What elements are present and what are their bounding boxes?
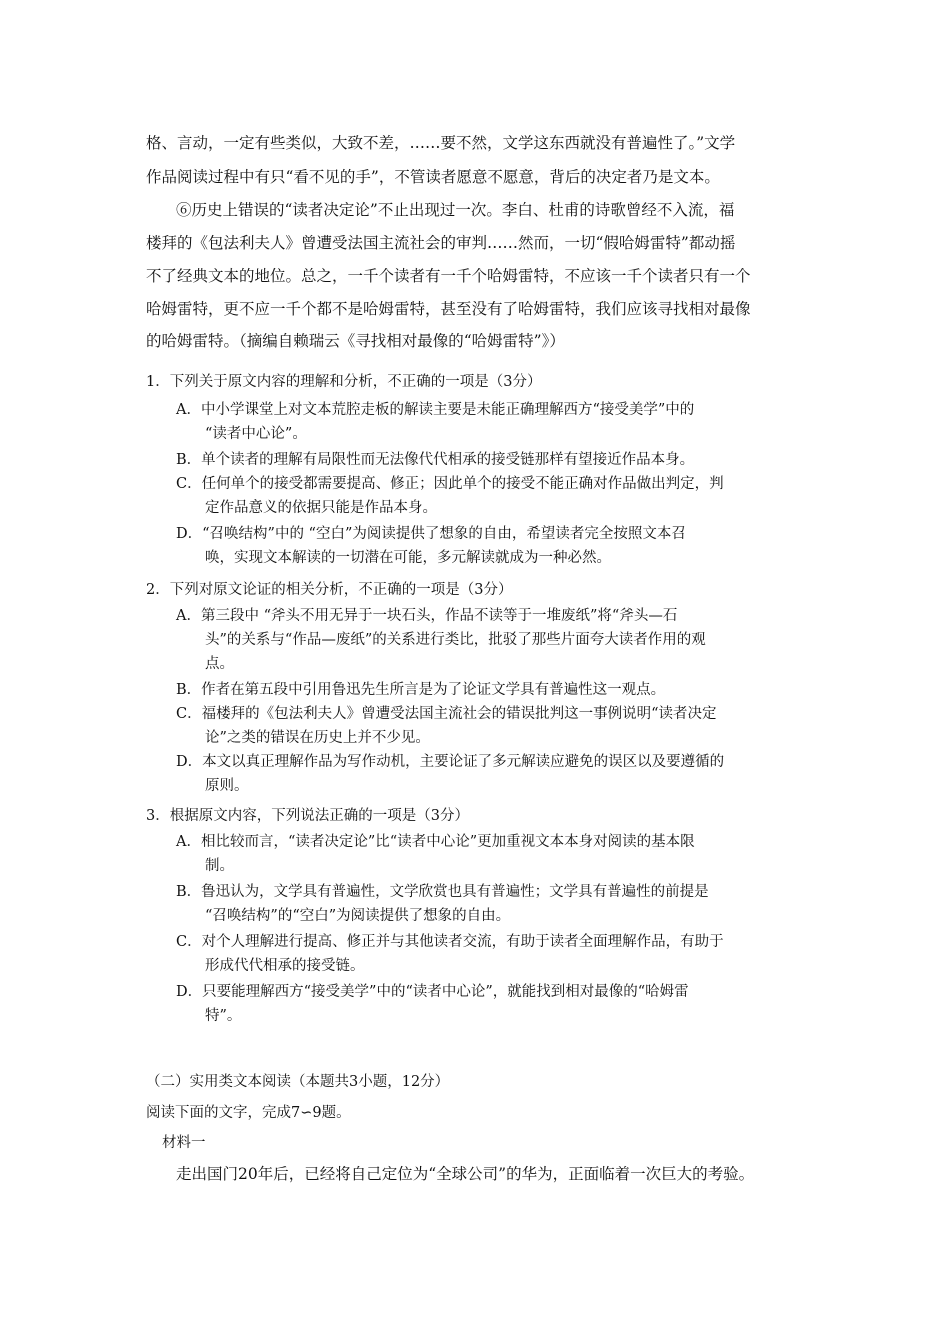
question-2-option-a-cont: 头”的关系与“作品—废纸”的关系进行类比，批驳了那些片面夸大读者作用的观 <box>205 632 706 648</box>
question-2-option-c-cont: 论”之类的错误在历史上并不少见。 <box>205 730 430 746</box>
question-2-option-a: A．第三段中 “斧头不用无异于一块石头，作品不读等于一堆废纸”将“斧头—石 <box>176 608 678 624</box>
question-3-option-a-cont: 制。 <box>205 858 234 874</box>
passage-line: 作品阅读过程中有只“看不见的手”，不管读者愿意不愿意，背后的决定者乃是文本。 <box>146 168 720 186</box>
material-label: 材料一 <box>162 1135 206 1151</box>
section-2-instruction: 阅读下面的文字，完成7∽9题。 <box>146 1105 351 1121</box>
passage-line: 楼拜的《包法利夫人》曾遭受法国主流社会的审判……然而，一切“假哈姆雷特”都动摇 <box>146 234 736 252</box>
passage-paragraph-6: ⑥历史上错误的“读者决定论”不止出现过一次。李白、杜甫的诗歌曾经不入流，福 <box>176 201 735 219</box>
question-3-option-b-cont: “召唤结构”的“空白”为阅读提供了想象的自由。 <box>205 908 511 924</box>
question-3-option-c: C．对个人理解进行提高、修正并与其他读者交流，有助于读者全面理解作品，有助于 <box>176 934 724 950</box>
question-2-option-d: D．本文以真正理解作品为写作动机，主要论证了多元解读应避免的误区以及要遵循的 <box>176 754 725 770</box>
passage-source: 的哈姆雷特。（摘编自赖瑞云《寻找相对最像的“哈姆雷特”》） <box>146 332 565 350</box>
question-2-option-a-cont2: 点。 <box>205 656 234 672</box>
passage-line: 格、言动，一定有些类似，大致不差，……要不然，文学这东西就没有普遍性了。”文学 <box>146 134 736 152</box>
question-3-stem: 3．根据原文内容，下列说法正确的一项是（3分） <box>146 808 469 824</box>
question-3-option-d-cont: 特”。 <box>205 1008 242 1024</box>
question-1-stem: 1．下列关于原文内容的理解和分析，不正确的一项是（3分） <box>146 374 542 390</box>
question-1-option-a-cont: “读者中心论”。 <box>205 426 307 442</box>
question-1-option-c-cont: 定作品意义的依据只能是作品本身。 <box>205 500 437 516</box>
question-1-option-b: B．单个读者的理解有局限性而无法像代代相承的接受链那样有望接近作品本身。 <box>176 452 695 468</box>
question-3-option-b: B．鲁迅认为，文学具有普遍性，文学欣赏也具有普遍性；文学具有普遍性的前提是 <box>176 884 709 900</box>
question-3-option-d: D．只要能理解西方“接受美学”中的“读者中心论”，就能找到相对最像的“哈姆雷 <box>176 984 689 1000</box>
question-2-option-d-cont: 原则。 <box>205 778 249 794</box>
section-2-heading: （二）实用类文本阅读（本题共3小题，12分） <box>146 1074 450 1090</box>
passage-line: 哈姆雷特，更不应一千个都不是哈姆雷特，甚至没有了哈姆雷特，我们应该寻找相对最像 <box>146 300 751 318</box>
question-3-option-c-cont: 形成代代相承的接受链。 <box>205 958 365 974</box>
question-1-option-c: C．任何单个的接受都需要提高、修正；因此单个的接受不能正确对作品做出判定，判 <box>176 476 724 492</box>
material-first-line: 走出国门20年后，已经将自己定位为“全球公司”的华为，正面临着一次巨大的考验。 <box>176 1165 755 1183</box>
question-2-stem: 2．下列对原文论证的相关分析，不正确的一项是（3分） <box>146 582 513 598</box>
question-2-option-c: C．福楼拜的《包法利夫人》曾遭受法国主流社会的错误批判这一事例说明“读者决定 <box>176 706 717 722</box>
question-3-option-a: A．相比较而言，“读者决定论”比“读者中心论”更加重视文本本身对阅读的基本限 <box>176 834 695 850</box>
passage-line: 不了经典文本的地位。总之，一千个读者有一千个哈姆雷特，不应该一千个读者只有一个 <box>146 267 751 285</box>
question-2-option-b: B．作者在第五段中引用鲁迅先生所言是为了论证文学具有普遍性这一观点。 <box>176 682 666 698</box>
question-1-option-d-cont: 唤，实现文本解读的一切潜在可能，多元解读就成为一种必然。 <box>205 550 611 566</box>
question-1-option-a: A．中小学课堂上对文本荒腔走板的解读主要是未能正确理解西方“接受美学”中的 <box>176 402 695 418</box>
question-1-option-d: D．“召唤结构”中的 “空白”为阅读提供了想象的自由，希望读者完全按照文本召 <box>176 526 686 542</box>
